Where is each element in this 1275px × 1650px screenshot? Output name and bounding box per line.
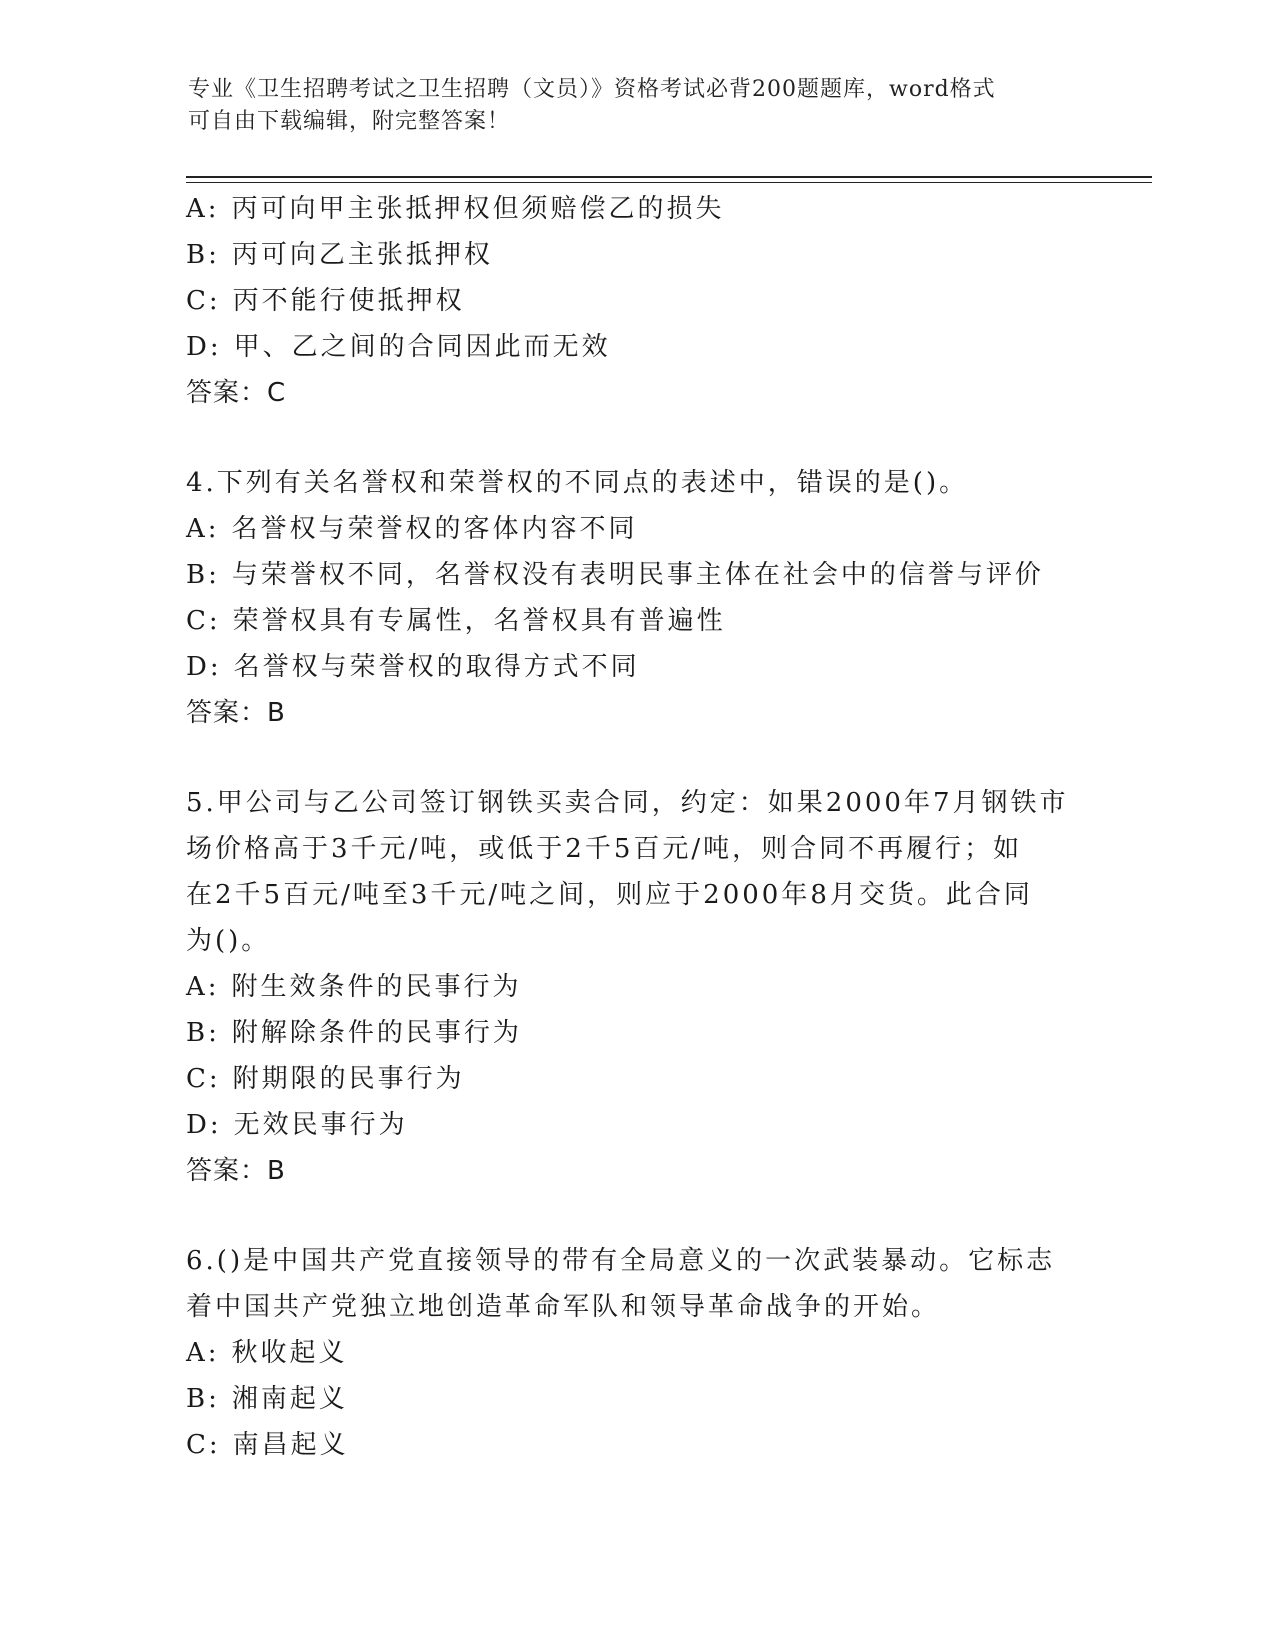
option-d: D: 甲、乙之间的合同因此而无效 [186,332,611,362]
question-text-line: 6.()是中国共产党直接领导的带有全局意义的一次武装暴动。它标志 [186,1246,1056,1276]
option-b: B: 附解除条件的民事行为 [186,1018,522,1048]
option-d: D: 无效民事行为 [186,1110,408,1140]
question-3-continued [186,186,1086,416]
question-text: 4.下列有关名誉权和荣誉权的不同点的表述中，错误的是()。 [186,468,969,498]
question-4 [186,460,1086,736]
header-rule-thin [186,182,1152,183]
question-text-line: 为()。 [186,926,271,956]
answer-line: 答案：B [186,1156,286,1186]
header-title-line-1: 专业《卫生招聘考试之卫生招聘（文员）》资格考试必背200题题库，word格式 [188,77,996,102]
option-b: B: 丙可向乙主张抵押权 [186,240,493,270]
option-d: D: 名誉权与荣誉权的取得方式不同 [186,652,640,682]
question-text-line: 5.甲公司与乙公司签订钢铁买卖合同，约定：如果2000年7月钢铁市 [186,788,1069,818]
option-a: A: 附生效条件的民事行为 [186,972,522,1002]
question-5 [186,780,1086,1194]
option-c: C: 南昌起义 [186,1430,349,1460]
document-body [186,186,1086,1468]
answer-line: 答案：C [186,378,287,408]
answer-line: 答案：B [186,698,286,728]
question-6 [186,1238,1086,1468]
option-b: B: 湘南起义 [186,1384,348,1414]
option-c: C: 荣誉权具有专属性，名誉权具有普遍性 [186,606,726,636]
option-a: A: 名誉权与荣誉权的客体内容不同 [186,514,638,544]
question-text-line: 场价格高于3千元/吨，或低于2千5百元/吨，则合同不再履行；如 [186,834,1023,864]
option-a: A: 丙可向甲主张抵押权但须赔偿乙的损失 [186,194,725,224]
header-rule-thick [186,176,1152,178]
option-c: C: 附期限的民事行为 [186,1064,465,1094]
header-title-line-2: 可自由下载编辑，附完整答案！ [188,109,511,134]
option-c: C: 丙不能行使抵押权 [186,286,465,316]
question-text-line: 着中国共产党独立地创造革命军队和领导革命战争的开始。 [186,1292,941,1322]
question-text-line: 在2千5百元/吨至3千元/吨之间，则应于2000年8月交货。此合同 [186,880,1033,910]
document-header [188,74,1068,138]
option-a: A: 秋收起义 [186,1338,348,1368]
option-b: B: 与荣誉权不同，名誉权没有表明民事主体在社会中的信誉与评价 [186,560,1044,590]
